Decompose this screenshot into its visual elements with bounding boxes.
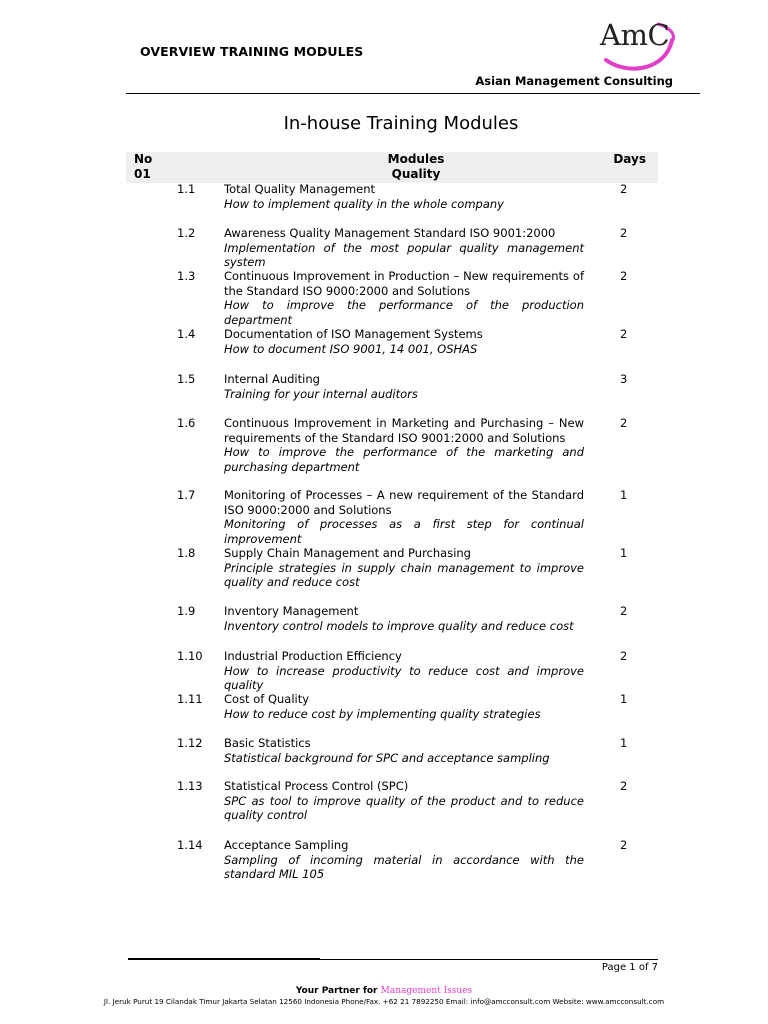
module-days: 2 xyxy=(620,327,628,341)
module-days: 2 xyxy=(620,779,628,793)
tagline-accent: Management Issues xyxy=(380,986,473,996)
tagline-prefix: Your Partner for xyxy=(295,986,378,996)
module-number: 1.13 xyxy=(177,779,203,793)
column-days-label: Days xyxy=(613,152,646,166)
module-title: Supply Chain Management and Purchasing xyxy=(224,546,471,560)
module-number: 1.10 xyxy=(177,649,203,663)
module-days: 2 xyxy=(620,649,628,663)
module-title: Monitoring of Processes – A new requirement of the Standard ISO 9000:2000 and Solutions xyxy=(224,488,584,517)
table-header xyxy=(126,152,658,183)
module-description: How to increase productivity to reduce cost and improve quality xyxy=(224,663,584,692)
module-description: SPC as tool to improve quality of the product and to reduce quality control xyxy=(224,793,584,822)
module-title: Internal Auditing xyxy=(224,372,320,386)
module-title: Cost of Quality xyxy=(224,692,310,706)
module-days: 2 xyxy=(620,269,628,283)
module-number: 1.6 xyxy=(177,416,196,430)
module-title: Basic Statistics xyxy=(224,736,311,750)
header-divider xyxy=(126,93,700,94)
module-title: Continuous Improvement in Marketing and Purchasing – New requirements of the Standard ISO 9001:2000 and Solutions xyxy=(224,416,584,445)
module-days: 2 xyxy=(620,416,628,430)
section-name: Quality xyxy=(391,167,441,181)
footer-address: Jl. Jeruk Purut 19 Cilandak Timur Jakarta Selatan 12560 Indonesia Phone/Fax. +62 21 7892250 Email: info@amcconsult.com Website: www.amcconsult.com xyxy=(103,997,665,1006)
footer-tagline xyxy=(0,986,768,996)
module-description: Sampling of incoming material in accordance with the standard MIL 105 xyxy=(224,852,584,881)
header-title: OVERVIEW TRAINING MODULES xyxy=(140,44,364,59)
module-days: 1 xyxy=(620,736,628,750)
module-title: Continuous Improvement in Production – New requirements of the Standard ISO 9000:2000 and Solutions xyxy=(224,269,584,298)
page-number: Page 1 of 7 xyxy=(601,962,658,973)
section-number: 01 xyxy=(134,167,151,181)
module-description: How to document ISO 9001, 14 001, OSHAS xyxy=(224,341,478,356)
module-description: How to improve the performance of the production department xyxy=(224,298,584,327)
module-description: Inventory control models to improve quality and reduce cost xyxy=(224,618,574,633)
logo-text: AmC xyxy=(600,18,670,52)
module-days: 1 xyxy=(620,488,628,502)
module-days: 1 xyxy=(620,692,628,706)
module-number: 1.3 xyxy=(177,269,196,283)
module-number: 1.5 xyxy=(177,372,196,386)
module-description: Principle strategies in supply chain management to improve quality and reduce cost xyxy=(224,560,584,589)
module-days: 2 xyxy=(620,604,628,618)
module-days: 1 xyxy=(620,546,628,560)
module-title: Inventory Management xyxy=(224,604,359,618)
module-description: Monitoring of processes as a first step for continual improvement xyxy=(224,517,584,546)
module-title: Total Quality Management xyxy=(224,182,376,196)
module-number: 1.4 xyxy=(177,327,196,341)
column-modules-label: Modules xyxy=(387,152,445,166)
module-days: 3 xyxy=(620,372,628,386)
module-title: Industrial Production Efficiency xyxy=(224,649,402,663)
module-number: 1.7 xyxy=(177,488,196,502)
module-title: Statistical Process Control (SPC) xyxy=(224,779,409,793)
column-no-label: No xyxy=(134,152,153,166)
footer-divider xyxy=(128,959,658,960)
module-number: 1.14 xyxy=(177,838,203,852)
module-number: 1.2 xyxy=(177,226,196,240)
company-name: Asian Management Consulting xyxy=(475,74,673,88)
module-number: 1.11 xyxy=(177,692,203,706)
module-title: Documentation of ISO Management Systems xyxy=(224,327,483,341)
module-description: Training for your internal auditors xyxy=(224,386,418,401)
module-description: How to reduce cost by implementing quality strategies xyxy=(224,706,541,721)
module-description: How to improve the performance of the marketing and purchasing department xyxy=(224,445,584,474)
module-number: 1.9 xyxy=(177,604,196,618)
module-number: 1.8 xyxy=(177,546,196,560)
module-number: 1.12 xyxy=(177,736,203,750)
module-description: How to implement quality in the whole company xyxy=(224,196,504,211)
module-days: 2 xyxy=(620,182,628,196)
module-description: Implementation of the most popular quality management system xyxy=(224,240,584,269)
module-days: 2 xyxy=(620,838,628,852)
module-number: 1.1 xyxy=(177,182,196,196)
document-title: In-house Training Modules xyxy=(283,113,519,134)
module-title: Awareness Quality Management Standard ISO 9001:2000 xyxy=(224,226,556,240)
module-title: Acceptance Sampling xyxy=(224,838,349,852)
amc-logo xyxy=(588,18,680,76)
module-description: Statistical background for SPC and acceptance sampling xyxy=(224,750,550,765)
module-days: 2 xyxy=(620,226,628,240)
